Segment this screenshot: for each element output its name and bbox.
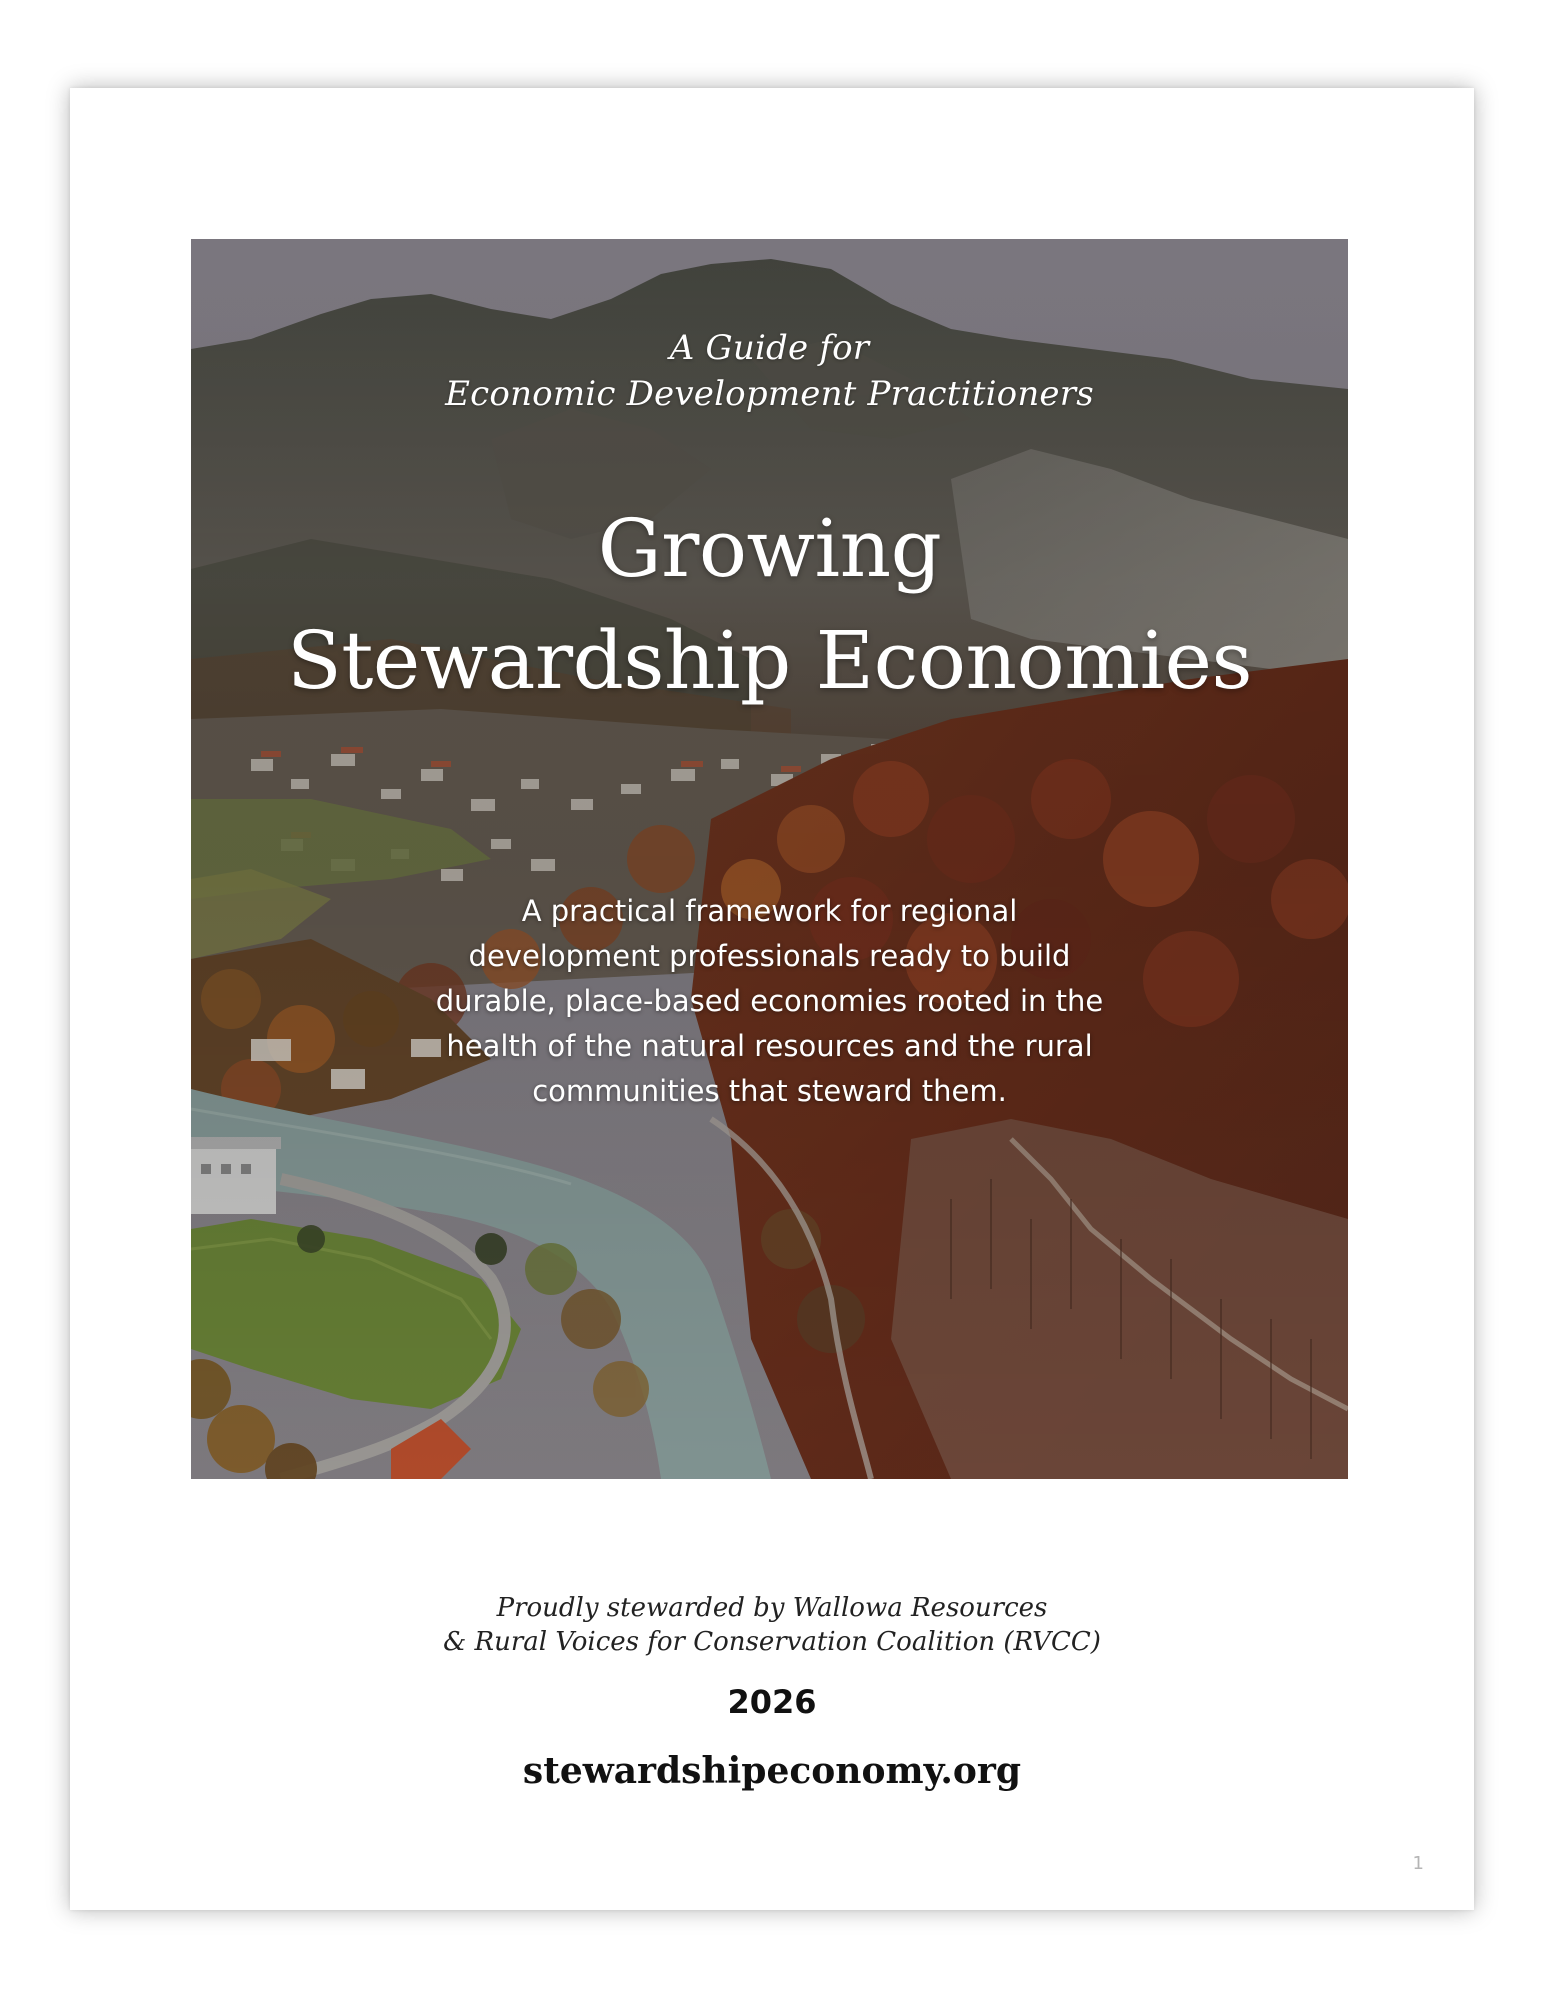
cover-description-line-1: A practical framework for regional — [521, 894, 1018, 928]
cover-description-line-3: durable, place-based economies rooted in the — [435, 984, 1104, 1018]
page-sheet — [70, 88, 1474, 1910]
page-number: 1 — [1412, 1853, 1424, 1874]
cover-description-line-2: development professionals ready to build — [468, 939, 1071, 973]
cover-description-line-5: communities that steward them. — [532, 1074, 1007, 1108]
cover-title-line-1: Growing — [597, 502, 942, 595]
cover-image — [191, 239, 1348, 1479]
credit-line-2: & Rural Voices for Conservation Coalition (RVCC) — [443, 1627, 1101, 1657]
website-link[interactable]: stewardshipeconomy.org — [522, 1750, 1022, 1792]
credit-line-1: Proudly stewarded by Wallowa Resources — [496, 1593, 1048, 1623]
publication-year: 2026 — [727, 1683, 817, 1721]
credits-block — [70, 1591, 1474, 1659]
guide-subtitle-line-1: A Guide for — [669, 328, 870, 368]
guide-subtitle-line-2: Economic Development Practitioners — [445, 374, 1094, 414]
cover-title-line-2: Stewardship Economies — [286, 614, 1253, 707]
landscape-image — [191, 239, 1348, 1479]
cover-description-line-4: health of the natural resources and the rural — [446, 1029, 1093, 1063]
